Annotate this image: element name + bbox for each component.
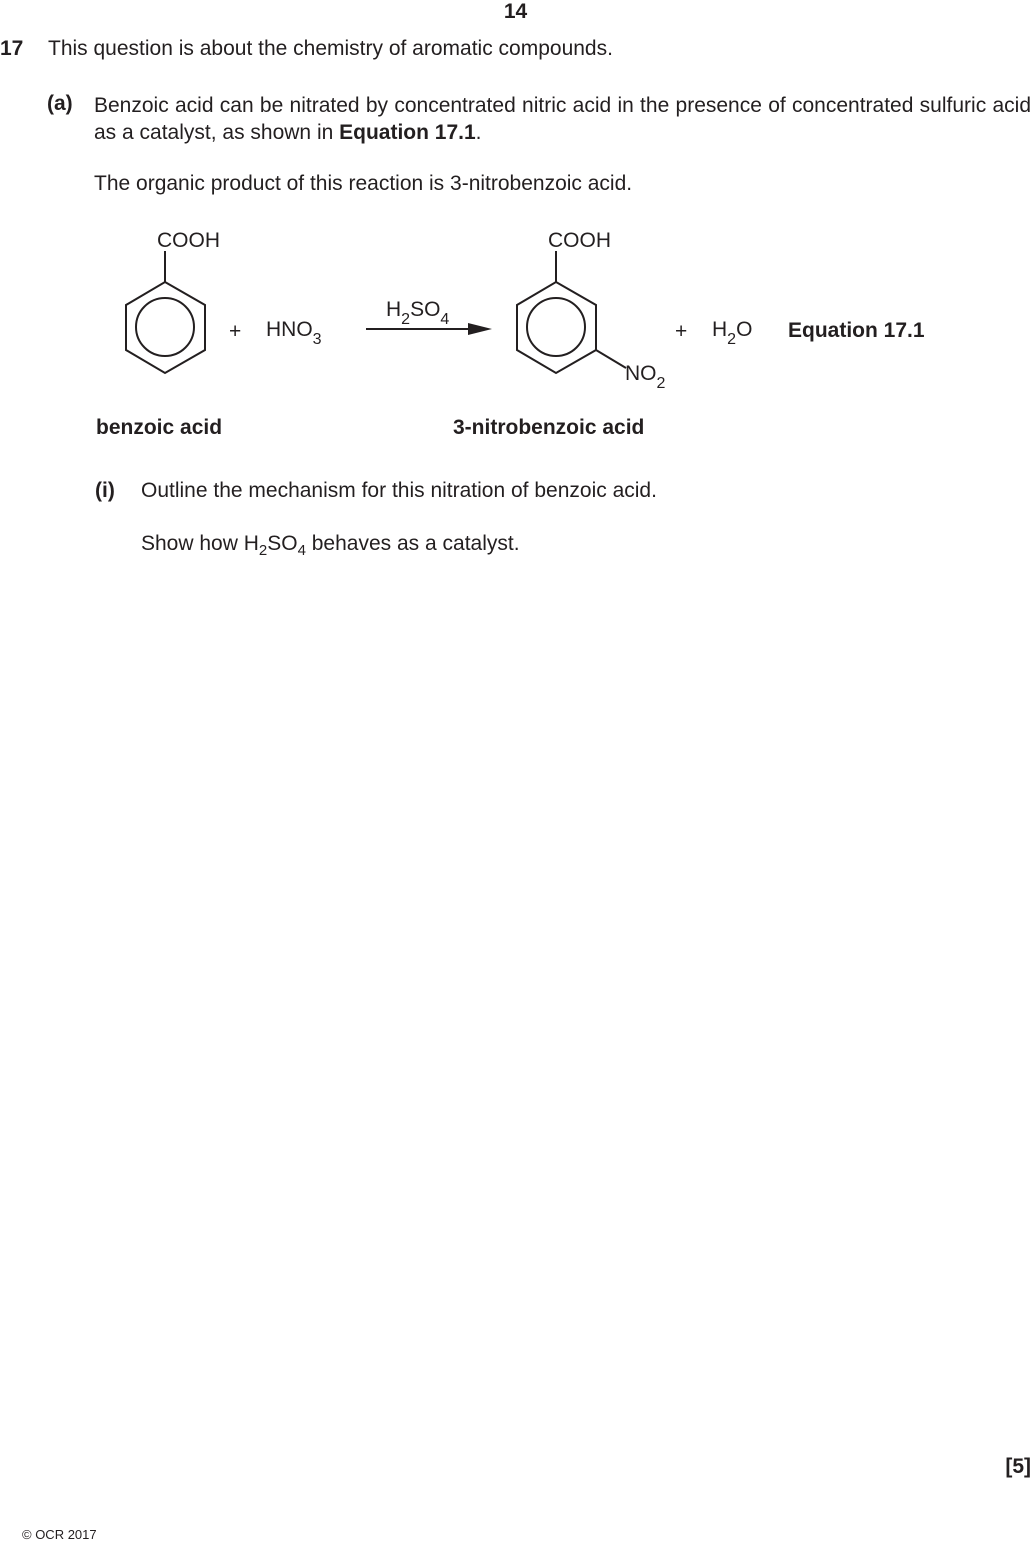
water-h: H bbox=[712, 318, 728, 341]
nitrobenzoic-acid-structure bbox=[517, 251, 626, 373]
show-sub-2: 4 bbox=[297, 542, 306, 559]
show-after: behaves as a catalyst. bbox=[305, 532, 520, 555]
show-before: Show how H bbox=[141, 532, 259, 555]
aromatic-circle bbox=[136, 298, 194, 356]
show-mid: SO bbox=[267, 532, 298, 555]
nitro-group bbox=[625, 362, 666, 392]
sub-part-i-text: Outline the mechanism for this nitration of benzoic acid. bbox=[141, 479, 657, 502]
question-intro: This question is about the chemistry of aromatic compounds. bbox=[48, 37, 613, 60]
part-a-text bbox=[94, 92, 1031, 146]
plus-sign-2: + bbox=[675, 320, 688, 343]
nitric-acid-main: HNO bbox=[266, 318, 313, 341]
water-o: O bbox=[736, 318, 753, 341]
product-aromatic-circle bbox=[527, 298, 585, 356]
product-name: 3-nitrobenzoic acid bbox=[453, 416, 645, 439]
water bbox=[712, 318, 752, 348]
nitro-subscript: 2 bbox=[656, 375, 666, 392]
product-statement: The organic product of this reaction is 3-nitrobenzoic acid. bbox=[94, 172, 633, 195]
part-a-text-after: . bbox=[475, 121, 482, 144]
nitro-main: NO bbox=[625, 362, 657, 385]
catalyst-label bbox=[386, 298, 449, 328]
reaction-arrow bbox=[366, 323, 492, 335]
nitro-bond bbox=[596, 350, 626, 368]
question-number: 17 bbox=[0, 37, 24, 60]
sub-part-i-label: (i) bbox=[95, 479, 115, 502]
equation-reference: Equation 17.1 bbox=[339, 121, 476, 144]
nitric-acid bbox=[266, 318, 322, 348]
product-cooh: COOH bbox=[548, 229, 611, 252]
part-a-text-before: Benzoic acid can be nitrated by concentrated nitric acid in the presence of concentrated sulfuric acid as a catalyst, as shown in bbox=[94, 94, 1031, 144]
catalyst-h-sub: 2 bbox=[401, 311, 411, 328]
catalyst-so: SO bbox=[410, 298, 441, 321]
catalyst-h: H bbox=[386, 298, 402, 321]
catalyst-so-sub: 4 bbox=[440, 311, 450, 328]
arrow-head bbox=[468, 323, 492, 335]
reaction-scheme bbox=[0, 220, 1031, 400]
marks-allocation: [5] bbox=[1005, 1455, 1031, 1478]
nitric-acid-subscript: 3 bbox=[312, 331, 322, 348]
show-sub-1: 2 bbox=[258, 542, 268, 559]
equation-label: Equation 17.1 bbox=[788, 319, 925, 342]
benzoic-acid-structure bbox=[126, 251, 205, 373]
reactant-cooh: COOH bbox=[157, 229, 220, 252]
reactant-name: benzoic acid bbox=[96, 416, 223, 439]
catalyst-instruction bbox=[141, 532, 520, 559]
page-number: 14 bbox=[503, 0, 528, 23]
water-subscript: 2 bbox=[727, 331, 737, 348]
plus-sign-1: + bbox=[229, 320, 242, 343]
copyright: © OCR 2017 bbox=[22, 1527, 97, 1542]
part-a-label: (a) bbox=[47, 92, 73, 115]
